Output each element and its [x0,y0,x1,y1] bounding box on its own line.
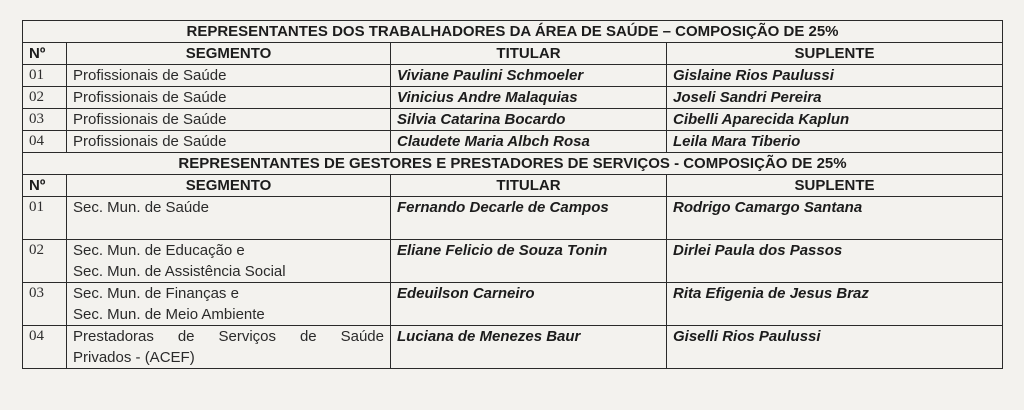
row-number: 01 [23,65,67,87]
row-segment: Profissionais de Saúde [67,87,391,109]
row-segment: Profissionais de Saúde [67,131,391,153]
row-suplente: Leila Mara Tiberio [667,131,1003,153]
segment-line: Sec. Mun. de Meio Ambiente [73,306,265,323]
section-title: REPRESENTANTES DOS TRABALHADORES DA ÁREA DE SAÚDE – COMPOSIÇÃO DE 25% [23,21,1003,43]
council-composition-table [22,20,1003,369]
section-title-row [23,21,1003,43]
header-row [23,43,1003,65]
row-number: 04 [23,131,67,153]
segment-line: Sec. Mun. de Finanças e [73,285,239,302]
row-number: 01 [23,197,67,240]
header-titular: TITULAR [391,43,667,65]
row-suplente: Dirlei Paula dos Passos [667,240,1003,283]
segment-line: Prestadoras de Serviços de Saúde [73,328,384,345]
row-titular: Edeuilson Carneiro [391,283,667,326]
row-suplente: Joseli Sandri Pereira [667,87,1003,109]
row-number: 02 [23,87,67,109]
row-titular: Claudete Maria Albch Rosa [391,131,667,153]
table-row [23,326,1003,369]
table-row [23,87,1003,109]
row-segment: Profissionais de Saúde [67,65,391,87]
row-segment [67,197,391,240]
table-row [23,240,1003,283]
segment-line: Privados - (ACEF) [73,349,195,366]
row-segment [67,240,391,283]
table-row [23,197,1003,240]
table-row [23,109,1003,131]
header-segment: SEGMENTO [67,175,391,197]
row-segment [67,283,391,326]
table-row [23,65,1003,87]
header-segment: SEGMENTO [67,43,391,65]
header-no: Nº [23,43,67,65]
segment-line: Sec. Mun. de Assistência Social [73,263,286,280]
row-suplente: Rodrigo Camargo Santana [667,197,1003,240]
row-number: 03 [23,109,67,131]
section-title: REPRESENTANTES DE GESTORES E PRESTADORES DE SERVIÇOS - COMPOSIÇÃO DE 25% [23,153,1003,175]
header-no: Nº [23,175,67,197]
table-row [23,283,1003,326]
row-titular: Eliane Felicio de Souza Tonin [391,240,667,283]
section-title-row [23,153,1003,175]
row-titular: Viviane Paulini Schmoeler [391,65,667,87]
row-suplente: Rita Efigenia de Jesus Braz [667,283,1003,326]
row-titular: Fernando Decarle de Campos [391,197,667,240]
segment-line: Sec. Mun. de Saúde [73,199,209,216]
header-titular: TITULAR [391,175,667,197]
segment-line: Sec. Mun. de Educação e [73,242,245,259]
row-titular: Silvia Catarina Bocardo [391,109,667,131]
header-row [23,175,1003,197]
row-suplente: Cibelli Aparecida Kaplun [667,109,1003,131]
row-number: 02 [23,240,67,283]
row-number: 03 [23,283,67,326]
row-number: 04 [23,326,67,369]
row-titular: Vinicius Andre Malaquias [391,87,667,109]
row-segment [67,326,391,369]
row-segment: Profissionais de Saúde [67,109,391,131]
row-suplente: Gislaine Rios Paulussi [667,65,1003,87]
header-suplente: SUPLENTE [667,175,1003,197]
table-row [23,131,1003,153]
row-titular: Luciana de Menezes Baur [391,326,667,369]
row-suplente: Giselli Rios Paulussi [667,326,1003,369]
header-suplente: SUPLENTE [667,43,1003,65]
